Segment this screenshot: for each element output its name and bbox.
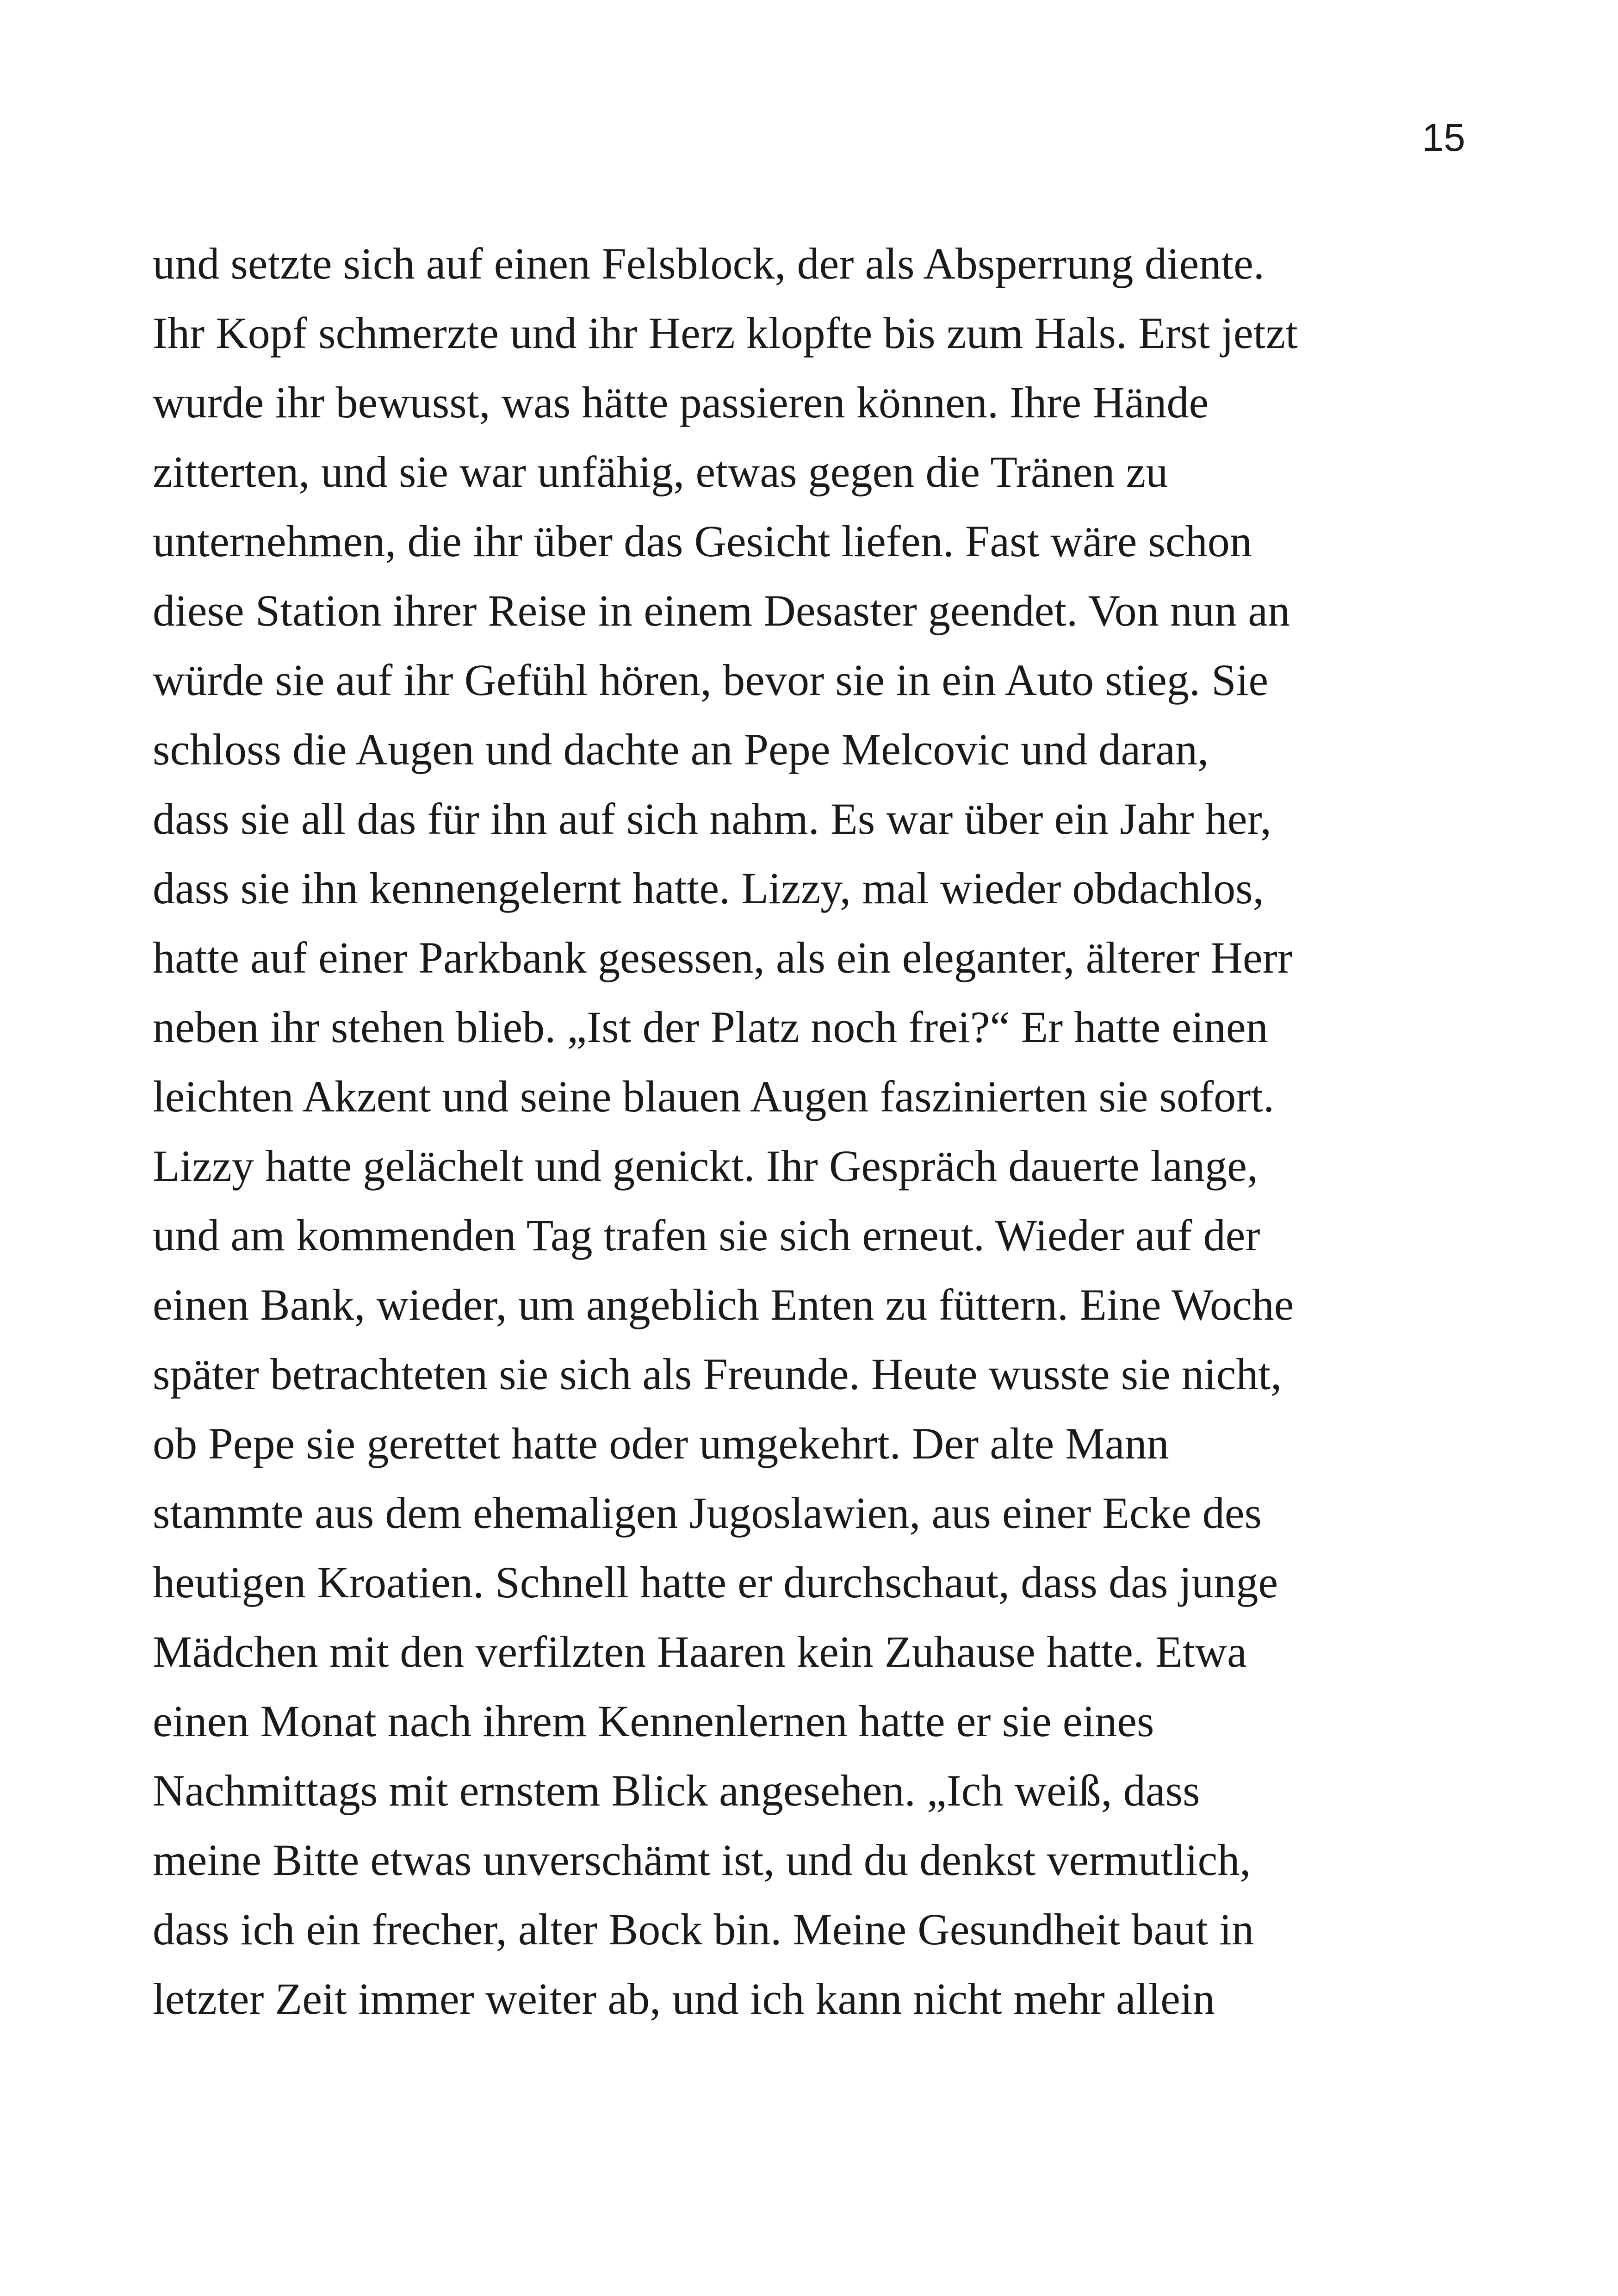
text-line: zitterten, und sie war unfähig, etwas gegen die Tränen zu — [153, 447, 1168, 496]
text-line: später betrachteten sie sich als Freunde. Heute wusste sie nicht, — [153, 1349, 1282, 1399]
text-line: wurde ihr bewusst, was hätte passieren können. Ihre Hände — [153, 378, 1209, 427]
text-line: neben ihr stehen blieb. „Ist der Platz noch frei?“ Er hatte einen — [153, 1002, 1268, 1052]
text-line: Lizzy hatte gelächelt und genickt. Ihr Gespräch dauerte lange, — [153, 1141, 1258, 1191]
text-line: Mädchen mit den verfilzten Haaren kein Zuhause hatte. Etwa — [153, 1627, 1247, 1676]
text-line: einen Bank, wieder, um angeblich Enten zu füttern. Eine Woche — [153, 1280, 1294, 1329]
text-line: ob Pepe sie gerettet hatte oder umgekehrt. Der alte Mann — [153, 1419, 1169, 1468]
text-line: meine Bitte etwas unverschämt ist, und du denkst vermutlich, — [153, 1835, 1251, 1885]
text-line: schloss die Augen und dachte an Pepe Melcovic und daran, — [153, 725, 1209, 774]
text-line: dass ich ein frecher, alter Bock bin. Meine Gesundheit baut in — [153, 1905, 1254, 1954]
text-line: dass sie all das für ihn auf sich nahm. Es war über ein Jahr her, — [153, 794, 1271, 844]
text-line: heutigen Kroatien. Schnell hatte er durchschaut, dass das junge — [153, 1558, 1278, 1607]
text-line: einen Monat nach ihrem Kennenlernen hatte er sie eines — [153, 1696, 1154, 1746]
body-text — [153, 229, 1485, 2034]
page-number: 15 — [1422, 116, 1465, 159]
text-line: Nachmittags mit ernstem Blick angesehen. „Ich weiß, dass — [153, 1766, 1200, 1815]
text-line: Ihr Kopf schmerzte und ihr Herz klopfte bis zum Hals. Erst jetzt — [153, 308, 1298, 358]
text-line: und am kommenden Tag trafen sie sich erneut. Wieder auf der — [153, 1210, 1260, 1260]
text-line: hatte auf einer Parkbank gesessen, als ein eleganter, älterer Herr — [153, 933, 1292, 982]
text-line: dass sie ihn kennengelernt hatte. Lizzy, mal wieder obdachlos, — [153, 863, 1264, 913]
text-line: unternehmen, die ihr über das Gesicht liefen. Fast wäre schon — [153, 516, 1252, 566]
text-line: würde sie auf ihr Gefühl hören, bevor sie in ein Auto stieg. Sie — [153, 655, 1269, 705]
text-line: stammte aus dem ehemaligen Jugoslawien, aus einer Ecke des — [153, 1488, 1262, 1538]
text-line: diese Station ihrer Reise in einem Desaster geendet. Von nun an — [153, 586, 1290, 635]
text-line: und setzte sich auf einen Felsblock, der als Absperrung diente. — [153, 239, 1265, 288]
text-line: leichten Akzent und seine blauen Augen faszinierten sie sofort. — [153, 1072, 1275, 1121]
text-line: letzter Zeit immer weiter ab, und ich kann nicht mehr allein — [153, 1974, 1215, 2023]
